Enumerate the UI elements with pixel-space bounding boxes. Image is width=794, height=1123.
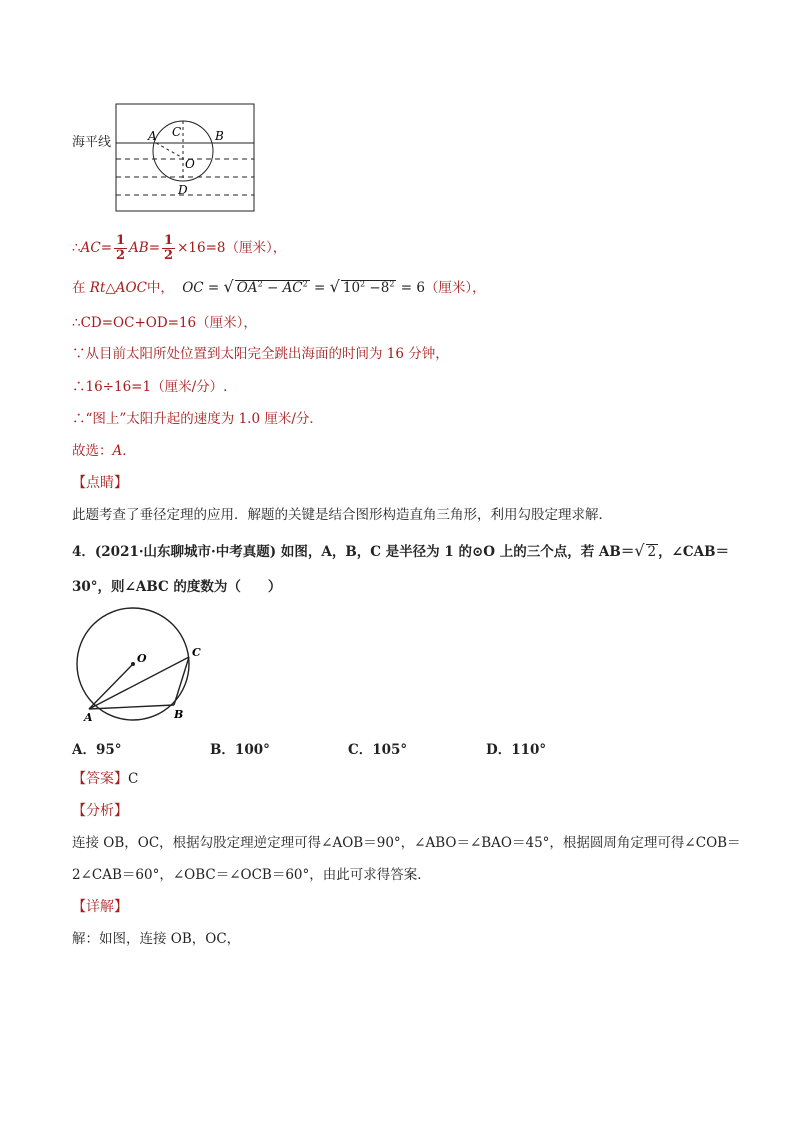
answer-value: C [128, 771, 139, 787]
point-c-label: C [172, 125, 182, 139]
dianjing-text: 此题考查了垂径定理的应用．解题的关键是结合图形构造直角三角形，利用勾股定理求解． [72, 507, 612, 523]
point-o-label: O [185, 157, 195, 171]
circle-triangle-figure [70, 606, 210, 726]
question-line-1: 4．(2021·山东聊城市·中考真题) 如图，A，B，C 是半径为 1 的⊙O 上的三个点，若 AB＝√ 2 ，∠CAB＝ [72, 541, 730, 560]
solution-line-1: ∴AC= $\frac{1}{2}$ AB= $\frac{1}{2}$ ×16=8（厘米）， [72, 233, 287, 263]
center-point [131, 662, 135, 666]
label-b: B [174, 708, 184, 721]
analysis-heading: 【分析】 [72, 803, 128, 819]
option-a[interactable]: A．95° [72, 742, 122, 758]
question-line-2: 30°，则∠ABC 的度数为（ ） [72, 579, 282, 595]
solution-line-3: ∴CD=OC+OD=16（厘米）， [72, 315, 257, 331]
label-a: A [84, 711, 93, 724]
answer-row [72, 770, 138, 788]
sea-level-label: 海平线 [72, 135, 112, 150]
sea-level-figure [70, 102, 270, 214]
analysis-line-2: 2∠CAB＝60°，∠OBC＝∠OCB＝60°，由此可求得答案． [72, 867, 431, 883]
solution-line-5: ∴16÷16=1（厘米/分）. [72, 379, 228, 395]
segment-ab [89, 705, 174, 709]
solution-line-7: 故选：A． [72, 443, 136, 459]
dianjing-heading: 【点睛】 [72, 475, 128, 491]
option-d[interactable]: D．110° [486, 742, 547, 758]
solution-line-6: ∴“图上”太阳升起的速度为 1.0 厘米/分． [72, 411, 323, 427]
solution-line-4: ∵从目前太阳所处位置到太阳完全跳出海面的时间为 16 分钟， [72, 346, 449, 362]
solution-line-2: 在 Rt△AOC中， OC = √ $OA^2 - AC^2$ = √ $10^2 -8^2 = 6$（厘米）， [72, 277, 486, 296]
answer-heading: 【答案】 [72, 771, 128, 787]
label-c: C [192, 646, 201, 659]
detail-heading: 【详解】 [72, 899, 128, 915]
sea-level-diagram [70, 102, 270, 214]
point-b-label: B [215, 129, 224, 143]
point-a-label: A [148, 129, 157, 143]
option-c[interactable]: C．105° [348, 742, 408, 758]
option-b[interactable]: B．100° [210, 742, 270, 758]
segment-oa [89, 664, 133, 709]
radius-oa [156, 143, 183, 158]
detail-line-1: 解：如图，连接 OB，OC， [72, 931, 241, 947]
label-o: O [137, 652, 147, 665]
analysis-line-1: 连接 OB，OC，根据勾股定理逆定理可得∠AOB＝90°，∠ABO＝∠BAO＝45°，根据圆周角定理可得∠COB＝ [72, 835, 741, 851]
point-d-label: D [178, 183, 188, 197]
